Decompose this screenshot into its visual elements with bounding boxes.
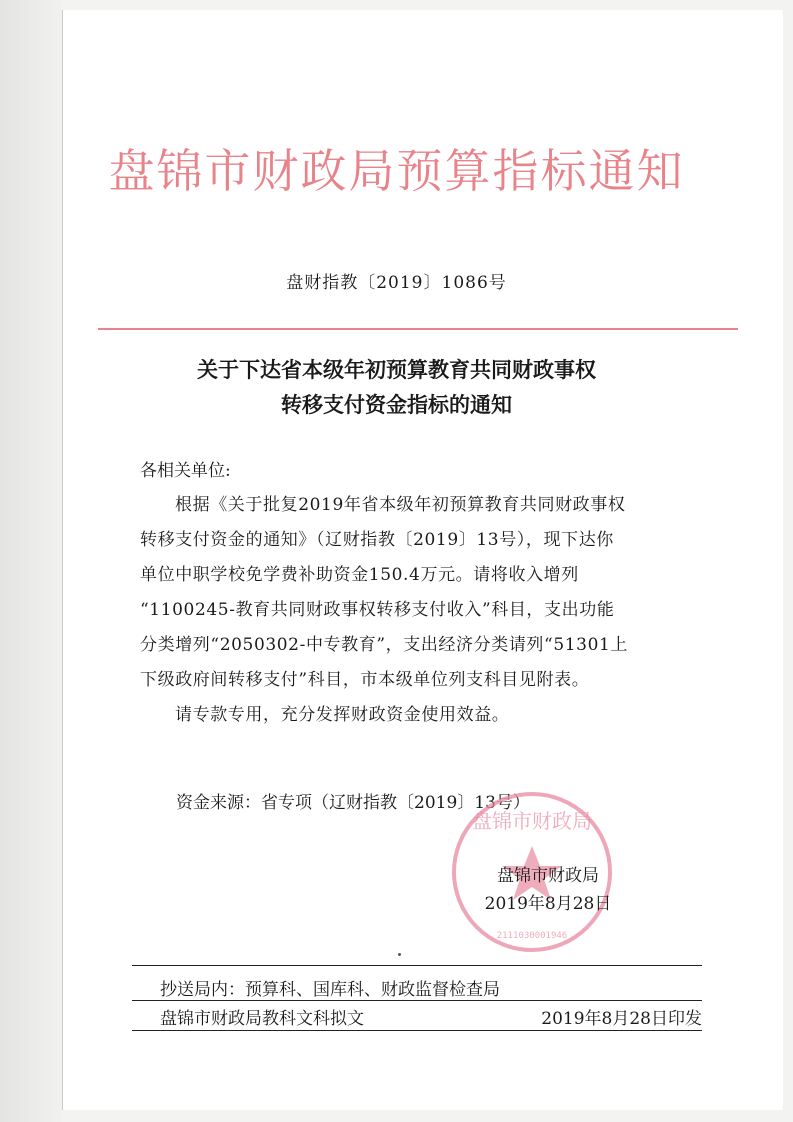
fund-source: 资金来源：省专项（辽财指教〔2019〕13号） [176,793,530,813]
cc-line: 抄送局内：预算科、国库科、财政监督检查局 [160,980,500,1000]
document-number: 盘财指教〔2019〕1086号 [286,273,507,293]
issue-date: 2019年8月28日印发 [541,1009,702,1029]
body-line: 根据《关于批复2019年省本级年初预算教育共同财政事权 [175,495,626,515]
red-divider [98,328,738,330]
body-line: 下级政府间转移支付”科目，市本级单位列支科目见附表。 [140,670,590,690]
body-line: “1100245-教育共同财政事权转移支付收入”科目，支出功能 [140,600,615,620]
sign-date: 2019年8月28日 [484,894,612,914]
body-line: 转移支付资金的通知》（辽财指教〔2019〕13号），现下达你 [140,530,614,550]
footer-rule-bottom [132,1030,702,1031]
mark-dot [398,953,401,956]
agency-title: 盘锦市财政局预算指标通知 [108,144,685,198]
body-line: 分类增列“2050302-中专教育”，支出经济分类请列“51301上 [140,635,629,655]
signer-name: 盘锦市财政局 [497,866,599,886]
drafted-by: 盘锦市财政局教科文科拟文 [160,1009,364,1029]
seal-text: 盘锦市财政局 [472,809,592,833]
signature-block [478,862,618,918]
body-line: 单位中职学校免学费补助资金150.4万元。请将收入增列 [140,565,579,585]
addressee: 各相关单位: [140,461,231,481]
notice-title [0,353,793,423]
notice-title-line-2: 转移支付资金指标的通知 [281,393,512,417]
notice-body [140,488,690,733]
seal-serial: 2111030001946 [496,931,568,941]
body-paragraph-2: 请专款专用，充分发挥财政资金使用效益。 [175,705,510,725]
footer-rule-middle [132,1000,702,1001]
footer-rule-top [132,965,702,966]
issue-line [160,1004,702,1029]
notice-title-line-1: 关于下达省本级年初预算教育共同财政事权 [197,358,596,382]
